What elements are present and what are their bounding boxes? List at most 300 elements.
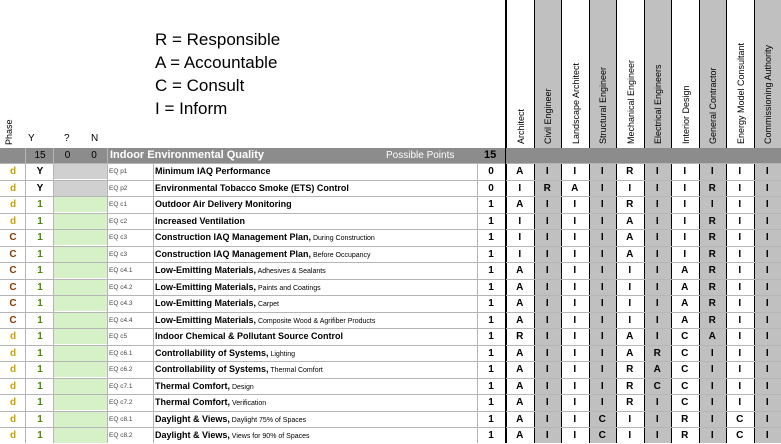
row-no-cell [81,313,107,328]
row-maybe-cell [54,428,81,443]
maybe-column-header: ? [64,133,70,144]
raci-cell: C [671,395,699,410]
raci-cell: I [754,164,781,179]
raci-cell: A [506,412,534,427]
row-credit-title-detail: Design [230,384,254,391]
raci-cell: R [699,230,727,245]
raci-cell: I [671,164,699,179]
raci-cell: I [616,313,644,328]
row-credit-title [155,329,465,344]
row-points: 1 [478,412,504,427]
row-phase: d [0,428,26,443]
raci-cell: A [506,362,534,377]
no-column-header: N [91,133,98,144]
row-credit-code: EQ c1 [109,197,153,212]
row-no-cell [81,346,107,361]
raci-cell: R [699,247,727,262]
raci-cell: I [699,197,727,212]
raci-cell: I [561,197,589,212]
table-row [0,411,781,428]
row-phase: C [0,263,26,278]
raci-cell: I [534,395,562,410]
raci-cell: R [699,280,727,295]
row-credit-title-main: Thermal Comfort, [155,381,230,391]
row-credit-title-detail: Adhesives & Sealants [256,268,326,275]
legend-responsible: R = Responsible [155,30,280,50]
row-maybe-cell [54,230,81,245]
section-title: Indoor Environmental Quality [110,148,264,163]
row-credit-title-main: Low-Emitting Materials, [155,315,256,325]
row-credit-title-main: Environmental Tobacco Smoke (ETS) Control [155,183,349,193]
raci-cell: I [754,346,781,361]
row-credit-title-main: Low-Emitting Materials, [155,298,256,308]
raci-cell: I [726,395,754,410]
raci-cell: I [534,428,562,443]
raci-cell: I [754,296,781,311]
row-credit-title-main: Daylight & Views, [155,414,230,424]
raci-cell: I [561,280,589,295]
raci-cell: I [561,313,589,328]
raci-cell: I [589,395,617,410]
possible-points-label: Possible Points [386,148,454,163]
table-row [0,229,781,246]
raci-cell: I [754,313,781,328]
raci-cell: I [561,230,589,245]
raci-cell: I [754,362,781,377]
row-credit-code: EQ c4.4 [109,313,153,328]
raci-cell: I [534,313,562,328]
row-yes-value: 1 [26,379,54,394]
raci-cell: I [589,164,617,179]
row-maybe-cell [54,181,81,196]
row-maybe-cell [54,263,81,278]
raci-cell: I [671,181,699,196]
row-credit-title-main: Outdoor Air Delivery Monitoring [155,199,292,209]
row-no-cell [81,395,107,410]
row-points: 1 [478,313,504,328]
raci-cell: R [671,412,699,427]
legend-accountable: A = Accountable [155,53,277,73]
raci-cell: I [561,379,589,394]
raci-cell: I [534,214,562,229]
raci-cell: I [699,412,727,427]
role-header-label: Structural Engineer [598,67,608,144]
row-points: 1 [478,263,504,278]
raci-cell: R [699,214,727,229]
raci-cell: I [534,230,562,245]
raci-cell: I [561,428,589,443]
row-maybe-cell [54,395,81,410]
raci-cell: I [616,428,644,443]
row-credit-title-detail: Verification [230,400,266,407]
raci-cell: I [506,247,534,262]
row-credit-code: EQ c7.1 [109,379,153,394]
raci-cell: I [726,346,754,361]
table-row [0,246,781,263]
row-credit-title-detail: Before Occupancy [311,252,371,259]
row-yes-value: 1 [26,329,54,344]
raci-cell: A [671,280,699,295]
raci-cell: I [561,296,589,311]
raci-cell: C [589,428,617,443]
row-no-cell [81,412,107,427]
raci-cell: R [616,379,644,394]
row-credit-title [155,230,465,245]
row-maybe-cell [54,280,81,295]
row-yes-value: 1 [26,362,54,377]
raci-cell: A [616,230,644,245]
row-credit-code: EQ c3 [109,247,153,262]
raci-cell: I [534,329,562,344]
raci-cell: A [506,346,534,361]
table-row [0,427,781,444]
role-header-label: Electrical Engineers [653,64,663,144]
raci-cell: I [534,296,562,311]
row-credit-title-main: Low-Emitting Materials, [155,265,256,275]
raci-cell: A [671,263,699,278]
row-no-cell [81,379,107,394]
raci-cell: R [616,362,644,377]
row-credit-code: EQ c4.2 [109,280,153,295]
row-yes-value: Y [26,181,54,196]
row-points: 1 [478,214,504,229]
raci-cell: I [561,263,589,278]
raci-cell: I [534,379,562,394]
row-phase: d [0,379,26,394]
raci-cell: I [561,164,589,179]
raci-cell: I [671,197,699,212]
raci-cell: I [754,181,781,196]
row-credit-title-detail: Thermal Comfort [269,367,323,374]
row-credit-code: EQ c3 [109,230,153,245]
table-row [0,262,781,279]
row-no-cell [81,181,107,196]
row-no-cell [81,296,107,311]
row-maybe-cell [54,329,81,344]
raci-cell: A [616,329,644,344]
raci-cell: R [616,395,644,410]
row-credit-title-main: Construction IAQ Management Plan, [155,249,311,259]
table-row [0,196,781,213]
row-phase: C [0,230,26,245]
raci-cell: R [699,181,727,196]
row-credit-title [155,296,465,311]
raci-cell: I [534,164,562,179]
raci-cell: I [561,214,589,229]
raci-cell: I [754,412,781,427]
raci-cell: I [589,230,617,245]
raci-cell: C [644,379,672,394]
raci-cell: I [561,395,589,410]
raci-cell: I [699,362,727,377]
raci-cell: I [726,362,754,377]
raci-cell: C [726,412,754,427]
raci-cell: A [506,164,534,179]
raci-cell: I [534,412,562,427]
row-credit-title-main: Construction IAQ Management Plan, [155,232,311,242]
row-points: 1 [478,362,504,377]
raci-cell: I [506,230,534,245]
raci-cell: I [616,412,644,427]
raci-cell: A [506,263,534,278]
row-phase: d [0,346,26,361]
raci-cell: I [589,346,617,361]
row-credit-title-main: Minimum IAQ Performance [155,166,271,176]
raci-cell: R [534,181,562,196]
raci-cell: I [726,230,754,245]
raci-cell: I [699,395,727,410]
raci-cell: I [644,214,672,229]
raci-cell: I [506,214,534,229]
raci-cell: I [726,296,754,311]
raci-cell: R [506,329,534,344]
row-phase: d [0,164,26,179]
raci-cell: I [644,197,672,212]
row-credit-code: EQ c6.2 [109,362,153,377]
row-maybe-cell [54,379,81,394]
row-credit-title-detail: Composite Wood & Agrifiber Products [256,318,375,325]
row-points: 1 [478,379,504,394]
raci-cell: I [616,263,644,278]
raci-cell: I [644,181,672,196]
raci-cell: I [561,362,589,377]
row-no-cell [81,247,107,262]
row-yes-value: 1 [26,313,54,328]
raci-cell: A [506,197,534,212]
row-credit-title [155,346,465,361]
divider-roles-left [505,0,506,443]
row-yes-value: 1 [26,395,54,410]
raci-cell: I [589,362,617,377]
raci-cell: I [534,346,562,361]
raci-cell: A [699,329,727,344]
row-yes-value: 1 [26,197,54,212]
table-row [0,213,781,230]
row-credit-title-detail: During Construction [311,235,375,242]
raci-cell: A [671,296,699,311]
raci-cell: I [754,214,781,229]
row-credit-code: EQ c2 [109,214,153,229]
row-credit-title-detail: Paints and Coatings [256,285,321,292]
row-credit-code: EQ c6.1 [109,346,153,361]
raci-cell: I [726,379,754,394]
row-phase: d [0,362,26,377]
row-credit-title-main: Indoor Chemical & Pollutant Source Control [155,331,343,341]
row-phase: d [0,412,26,427]
role-header-label: Energy Model Consultant [736,43,746,144]
row-credit-title-main: Thermal Comfort, [155,397,230,407]
raci-cell: R [644,346,672,361]
raci-cell: A [644,362,672,377]
raci-cell: I [534,280,562,295]
row-credit-title [155,197,465,212]
raci-cell: I [699,428,727,443]
table-row [0,312,781,329]
row-credit-title-detail: Carpet [256,301,279,308]
row-phase: C [0,280,26,295]
divider-phase [25,148,26,443]
row-credit-code: EQ c8.1 [109,412,153,427]
raci-cell: I [754,428,781,443]
raci-cell: I [589,379,617,394]
row-phase: d [0,214,26,229]
table-row [0,361,781,378]
raci-cell: A [671,313,699,328]
section-band [0,148,781,163]
row-credit-title [155,164,465,179]
row-points: 1 [478,230,504,245]
row-credit-title [155,362,465,377]
raci-cell: I [589,247,617,262]
raci-cell: A [616,346,644,361]
row-yes-value: 1 [26,412,54,427]
maybe-total: 0 [54,148,81,163]
row-maybe-cell [54,313,81,328]
row-maybe-cell [54,197,81,212]
raci-cell: I [671,247,699,262]
raci-cell: C [726,428,754,443]
table-row [0,345,781,362]
row-no-cell [81,263,107,278]
row-phase: d [0,181,26,196]
row-no-cell [81,329,107,344]
raci-cell: I [644,247,672,262]
row-credit-title-main: Low-Emitting Materials, [155,282,256,292]
row-credit-title [155,181,465,196]
row-credit-title [155,395,465,410]
row-maybe-cell [54,412,81,427]
raci-cell: I [726,280,754,295]
role-header-label: Interior Design [681,85,691,144]
table-row [0,163,781,180]
raci-cell: I [644,263,672,278]
row-points: 1 [478,197,504,212]
row-points: 0 [478,164,504,179]
raci-cell: I [644,164,672,179]
row-yes-value: 1 [26,247,54,262]
raci-cell: A [506,428,534,443]
raci-cell: I [644,412,672,427]
role-header-label: Mechanical Engineer [626,60,636,144]
row-maybe-cell [54,164,81,179]
raci-cell: I [616,296,644,311]
row-phase: d [0,395,26,410]
raci-cell: I [754,280,781,295]
row-credit-title [155,263,465,278]
row-points: 1 [478,329,504,344]
raci-cell: I [754,230,781,245]
raci-cell: I [726,313,754,328]
row-credit-title-detail: Lighting [269,351,295,358]
row-credit-title-main: Increased Ventilation [155,216,245,226]
row-points: 1 [478,247,504,262]
raci-cell: I [534,197,562,212]
raci-cell: I [589,197,617,212]
row-no-cell [81,428,107,443]
table-row [0,180,781,197]
raci-cell: I [644,230,672,245]
raci-cell: I [671,214,699,229]
raci-cell: I [726,181,754,196]
raci-cell: C [671,329,699,344]
divider-y [53,148,54,443]
raci-cell: I [616,181,644,196]
row-no-cell [81,230,107,245]
raci-cell: I [754,247,781,262]
raci-cell: I [561,346,589,361]
raci-cell: C [671,379,699,394]
raci-cell: R [616,197,644,212]
raci-cell: I [589,181,617,196]
raci-cell: A [506,296,534,311]
role-header-label: Architect [516,109,526,144]
raci-cell: I [616,280,644,295]
row-credit-code: EQ c8.2 [109,428,153,443]
row-points: 1 [478,296,504,311]
raci-cell: A [616,247,644,262]
row-maybe-cell [54,346,81,361]
y-total: 15 [26,148,54,163]
no-total: 0 [81,148,107,163]
row-points: 1 [478,280,504,295]
raci-cell: I [699,164,727,179]
row-yes-value: 1 [26,346,54,361]
raci-cell: I [506,181,534,196]
row-credit-code: EQ c7.2 [109,395,153,410]
row-yes-value: 1 [26,263,54,278]
raci-cell: I [754,395,781,410]
row-credit-title [155,428,465,443]
row-phase: C [0,313,26,328]
possible-points-value: 15 [484,148,496,163]
role-header-label: General Contractor [708,67,718,144]
row-maybe-cell [54,214,81,229]
raci-cell: I [644,280,672,295]
raci-cell: I [589,263,617,278]
raci-cell: I [726,197,754,212]
raci-cell: A [506,313,534,328]
row-credit-title [155,313,465,328]
raci-cell: A [506,280,534,295]
raci-cell: I [644,329,672,344]
row-yes-value: 1 [26,230,54,245]
raci-cell: I [754,329,781,344]
raci-cell: I [726,164,754,179]
row-yes-value: 1 [26,428,54,443]
raci-cell: I [561,412,589,427]
raci-cell: I [726,214,754,229]
raci-cell: I [534,362,562,377]
row-maybe-cell [54,296,81,311]
raci-cell: I [699,379,727,394]
raci-cell: I [561,247,589,262]
row-no-cell [81,197,107,212]
raci-cell: I [754,197,781,212]
raci-cell: I [726,263,754,278]
raci-cell: I [589,280,617,295]
row-phase: d [0,329,26,344]
row-points: 1 [478,395,504,410]
raci-cell: I [644,296,672,311]
raci-cell: R [699,263,727,278]
row-credit-code: EQ c4.3 [109,296,153,311]
row-phase: C [0,247,26,262]
raci-cell: C [671,346,699,361]
row-credit-title-detail: Views for 90% of Spaces [230,433,310,440]
row-phase: d [0,197,26,212]
raci-cell: A [506,379,534,394]
raci-cell: I [644,395,672,410]
